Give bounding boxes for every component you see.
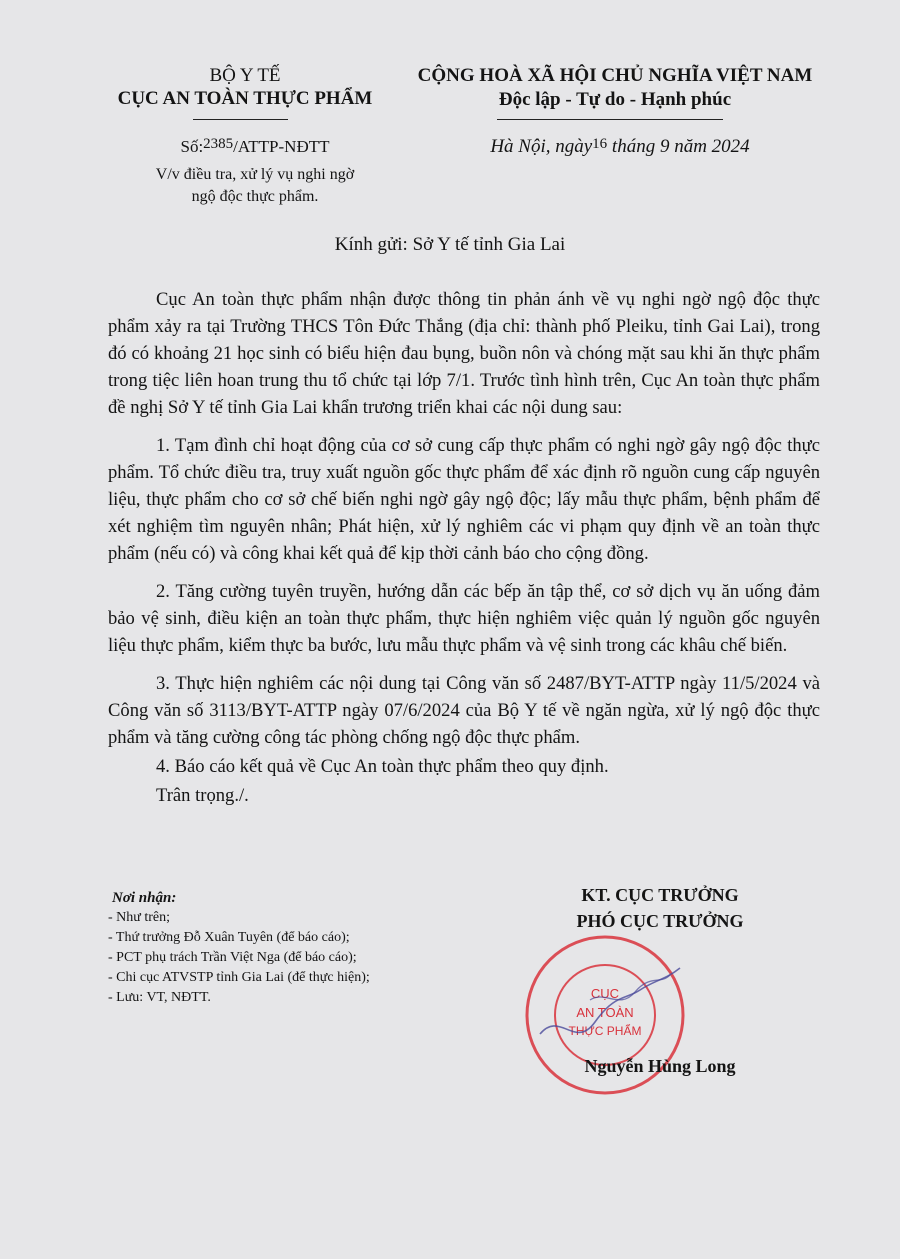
signature-title-2: PHÓ CỤC TRƯỞNG (576, 911, 744, 931)
signature-title-1: KT. CỤC TRƯỞNG (581, 885, 739, 905)
ministry-name: BỘ Y TẾ (209, 65, 281, 86)
body-paragraph-item-2: 2. Tăng cường tuyên truyền, hướng dẫn các bếp ăn tập thể, cơ sở dịch vụ ăn uống đảm bảo vệ sinh, điều kiện an toàn thực phẩm, thực hiện nghiêm việc quản lý nguồn gốc nguyên liệu thực phẩm, kiểm thực ba bước, lưu mẫu thực phẩm và vệ sinh trong các khâu chế biến. (108, 581, 820, 656)
motto-underline (497, 119, 723, 120)
receivers-block (108, 888, 468, 1008)
signer-name: Nguyễn Hùng Long (584, 1056, 736, 1076)
body-paragraph-item-3: 3. Thực hiện nghiêm các nội dung tại Công văn số 2487/BYT-ATTP ngày 11/5/2024 và Công văn số 3113/BYT-ATTP ngày 07/6/2024 của Bộ Y tế về ngăn ngừa, xử lý ngộ độc thực phẩm và tăng cường công tác phòng chống ngộ độc thực phẩm. (108, 673, 820, 748)
receiver-item: - Lưu: VT, NĐTT. (108, 990, 211, 1005)
issuer-block (80, 64, 410, 111)
closing-line: Trân trọng./. (156, 785, 249, 806)
document-number (100, 136, 410, 159)
document-date (420, 136, 820, 158)
date-day: 16 (592, 136, 608, 152)
document-number-prefix: Số: (180, 137, 204, 156)
receiver-item: - Thứ trưởng Đỗ Xuân Tuyên (để báo cáo); (108, 930, 350, 945)
national-motto: Độc lập - Tự do - Hạnh phúc (498, 89, 732, 110)
republic-name: CỘNG HOÀ XÃ HỘI CHỦ NGHĨA VIỆT NAM (417, 65, 813, 86)
document-number-suffix: /ATTP-NĐTT (233, 137, 330, 156)
national-title-block (400, 64, 830, 112)
issuer-underline (193, 119, 288, 120)
date-prefix: Hà Nội, ngày (490, 136, 593, 157)
receivers-title: Nơi nhận: (112, 890, 177, 906)
agency-name: CỤC AN TOÀN THỰC PHẨM (117, 88, 373, 109)
document-number-value: 2385 (203, 136, 234, 152)
body-paragraph-item-1: 1. Tạm đình chỉ hoạt động của cơ sở cung cấp thực phẩm có nghi ngờ gây ngộ độc thực phẩm. Tổ chức điều tra, truy xuất nguồn gốc thực phẩm để xác định rõ nguồn cung cấp nguyên liệu, thực phẩm cho cơ sở chế biến nghi ngờ gây ngộ độc; lấy mẫu thực phẩm, bệnh phẩm để xét nghiệm tìm nguyên nhân; Phát hiện, xử lý nghiêm các vi phạm quy định về an toàn thực phẩm (nếu có) và công khai kết quả để kịp thời cảnh báo cho cộng đồng. (108, 435, 820, 564)
date-suffix: tháng 9 năm 2024 (607, 136, 750, 157)
seal-text-middle: AN TOÀN (576, 1005, 634, 1020)
seal-text-top: CỤC (590, 986, 620, 1001)
body-paragraph-intro: Cục An toàn thực phẩm nhận được thông tin phản ánh về vụ nghi ngờ ngộ độc thực phẩm xảy ra tại Trường THCS Tôn Đức Thắng (địa chỉ: thành phố Pleiku, tỉnh Gai Lai), trong đó có khoảng 21 học sinh có biểu hiện đau bụng, buồn nôn và chóng mặt sau khi ăn thực phẩm trong tiệc liên hoan trung thu tổ chức tại lớp 7/1. Trước tình hình trên, Cục An toàn thực phẩm đề nghị Sở Y tế tỉnh Gia Lai khẩn trương triển khai các nội dung sau: (108, 289, 820, 418)
seal-text-bottom: THỰC PHẨM (568, 1024, 642, 1038)
document-body (108, 286, 820, 820)
subject-line-1: V/v điều tra, xử lý vụ nghi ngờ (155, 166, 355, 183)
recipient-line: Kính gửi: Sở Y tế tỉnh Gia Lai (334, 234, 566, 255)
receiver-item: - Như trên; (108, 910, 171, 925)
subject-line-2: ngộ độc thực phẩm. (191, 188, 319, 205)
signature-title-block (530, 882, 790, 934)
receiver-item: - PCT phụ trách Trần Việt Nga (để báo cáo); (108, 950, 357, 965)
receiver-item: - Chi cục ATVSTP tỉnh Gia Lai (để thực hiện); (108, 970, 370, 985)
document-subject (100, 164, 410, 208)
body-paragraph-item-4: 4. Báo cáo kết quả về Cục An toàn thực phẩm theo quy định. (156, 756, 609, 777)
